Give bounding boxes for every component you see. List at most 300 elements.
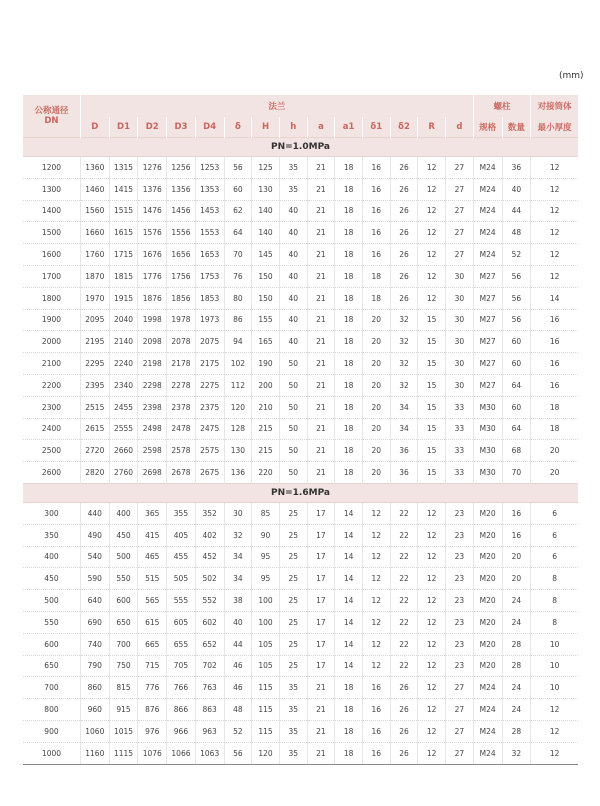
table-cell: 155: [252, 309, 280, 331]
table-cell: 1476: [138, 200, 167, 222]
table-cell: 12: [418, 655, 446, 677]
table-cell: 12: [531, 178, 578, 200]
table-cell: 1076: [138, 742, 167, 764]
table-cell: 866: [167, 699, 196, 721]
table-cell: 26: [390, 178, 418, 200]
table-cell: 12: [418, 720, 446, 742]
table-cell: 12: [418, 677, 446, 699]
table-cell: 16: [531, 309, 578, 331]
dn-cell: 1000: [23, 742, 80, 764]
table-row: [23, 440, 578, 462]
table-cell: 20: [362, 396, 390, 418]
table-cell: 20: [502, 546, 531, 568]
table-cell: 12: [418, 546, 446, 568]
table-cell: 18: [335, 440, 363, 462]
table-cell: 46: [224, 677, 252, 699]
table-cell: 16: [531, 353, 578, 375]
table-cell: 25: [279, 568, 307, 590]
table-cell: 12: [418, 287, 446, 309]
table-cell: 50: [279, 374, 307, 396]
flange-spec-table: [23, 95, 578, 765]
table-cell: 33: [446, 396, 474, 418]
table-cell: 30: [446, 374, 474, 396]
table-cell: 70: [224, 244, 252, 266]
table-cell: 16: [531, 331, 578, 353]
table-cell: 35: [279, 699, 307, 721]
table-cell: 405: [167, 524, 196, 546]
table-cell: 12: [418, 611, 446, 633]
table-cell: 402: [195, 524, 224, 546]
table-cell: 550: [109, 568, 138, 590]
table-cell: 18: [335, 265, 363, 287]
table-cell: 2575: [195, 440, 224, 462]
table-cell: 26: [390, 200, 418, 222]
table-cell: 80: [224, 287, 252, 309]
table-cell: 18: [335, 720, 363, 742]
table-cell: 860: [80, 677, 109, 699]
table-cell: 44: [224, 633, 252, 655]
table-cell: 1315: [109, 157, 138, 179]
table-cell: 25: [279, 590, 307, 612]
table-cell: 2195: [80, 331, 109, 353]
table-cell: 12: [362, 633, 390, 655]
table-cell: 130: [252, 178, 280, 200]
table-cell: 28: [502, 633, 531, 655]
dn-cell: 600: [23, 633, 80, 655]
table-row: [23, 157, 578, 179]
table-cell: 1415: [109, 178, 138, 200]
table-row: [23, 178, 578, 200]
table-cell: 1060: [80, 720, 109, 742]
table-cell: 210: [252, 396, 280, 418]
table-cell: 2078: [167, 331, 196, 353]
table-row: [23, 418, 578, 440]
table-cell: 1915: [109, 287, 138, 309]
table-cell: 21: [307, 742, 335, 764]
table-cell: 18: [362, 265, 390, 287]
table-cell: 1360: [80, 157, 109, 179]
table-cell: 10: [531, 677, 578, 699]
table-cell: 60: [502, 353, 531, 375]
table-body: [23, 138, 578, 765]
section-title: PN=1.0MPa: [23, 138, 578, 157]
table-cell: 32: [224, 524, 252, 546]
table-cell: 27: [446, 222, 474, 244]
column-header: D2: [138, 117, 167, 138]
table-row: [23, 546, 578, 568]
table-cell: 6: [531, 502, 578, 524]
table-cell: 20: [362, 331, 390, 353]
table-cell: M20: [473, 611, 502, 633]
table-cell: 50: [279, 418, 307, 440]
table-cell: 40: [502, 178, 531, 200]
table-cell: 14: [335, 611, 363, 633]
table-cell: 50: [279, 440, 307, 462]
table-cell: 22: [390, 590, 418, 612]
table-cell: 352: [195, 502, 224, 524]
table-cell: 22: [390, 611, 418, 633]
table-cell: 790: [80, 655, 109, 677]
table-cell: 18: [335, 287, 363, 309]
column-header: d: [446, 117, 474, 138]
table-cell: 12: [418, 742, 446, 764]
table-cell: 16: [502, 524, 531, 546]
table-cell: 355: [167, 502, 196, 524]
table-cell: 1353: [195, 178, 224, 200]
table-cell: 1676: [138, 244, 167, 266]
table-cell: M27: [473, 265, 502, 287]
table-row: [23, 633, 578, 655]
table-cell: 14: [335, 633, 363, 655]
table-cell: 32: [390, 309, 418, 331]
table-cell: 23: [446, 590, 474, 612]
table-cell: 60: [502, 396, 531, 418]
table-cell: 1160: [80, 742, 109, 764]
table-cell: 2598: [138, 440, 167, 462]
table-cell: 22: [390, 546, 418, 568]
table-cell: 2455: [109, 396, 138, 418]
table-cell: 33: [446, 462, 474, 484]
table-cell: 1015: [109, 720, 138, 742]
table-cell: 25: [279, 633, 307, 655]
table-cell: 815: [109, 677, 138, 699]
dn-header-cn: 公称通径: [34, 106, 69, 116]
dn-cell: 1500: [23, 222, 80, 244]
dn-cell: 350: [23, 524, 80, 546]
table-cell: 12: [531, 265, 578, 287]
table-row: [23, 374, 578, 396]
table-cell: 1853: [195, 287, 224, 309]
dn-cell: 500: [23, 590, 80, 612]
table-row: [23, 742, 578, 764]
table-cell: 12: [531, 157, 578, 179]
table-cell: 1760: [80, 244, 109, 266]
table-cell: 64: [502, 374, 531, 396]
dn-cell: 800: [23, 699, 80, 721]
table-cell: 130: [224, 440, 252, 462]
table-cell: 876: [138, 699, 167, 721]
dn-cell: 2600: [23, 462, 80, 484]
bolt-group-header: 螺柱: [473, 95, 530, 117]
table-cell: 35: [279, 742, 307, 764]
table-cell: 85: [252, 502, 280, 524]
table-cell: 20: [362, 462, 390, 484]
table-cell: 21: [307, 440, 335, 462]
column-header: D: [80, 117, 109, 138]
table-cell: 12: [418, 568, 446, 590]
table-cell: 18: [335, 309, 363, 331]
table-cell: 27: [446, 742, 474, 764]
table-cell: 1970: [80, 287, 109, 309]
table-cell: 600: [109, 590, 138, 612]
table-cell: 1556: [167, 222, 196, 244]
table-cell: 102: [224, 353, 252, 375]
table-cell: 16: [362, 200, 390, 222]
table-cell: 21: [307, 157, 335, 179]
table-cell: 18: [335, 699, 363, 721]
table-cell: 64: [224, 222, 252, 244]
table-cell: 24: [502, 677, 531, 699]
table-cell: 12: [418, 200, 446, 222]
table-cell: 20: [362, 309, 390, 331]
table-cell: 15: [418, 462, 446, 484]
table-cell: 960: [80, 699, 109, 721]
table-cell: 1063: [195, 742, 224, 764]
table-cell: 12: [362, 590, 390, 612]
table-row: [23, 287, 578, 309]
dn-header-en: DN: [44, 116, 59, 126]
table-cell: 18: [335, 331, 363, 353]
table-cell: 33: [446, 418, 474, 440]
table-cell: 1456: [167, 200, 196, 222]
table-cell: 21: [307, 418, 335, 440]
table-cell: 95: [252, 568, 280, 590]
table-row: [23, 699, 578, 721]
section-header-row: [23, 483, 578, 502]
table-cell: 12: [531, 244, 578, 266]
table-cell: 2278: [167, 374, 196, 396]
table-cell: 490: [80, 524, 109, 546]
table-cell: 500: [109, 546, 138, 568]
table-cell: 56: [224, 742, 252, 764]
table-cell: 220: [252, 462, 280, 484]
table-cell: 40: [279, 200, 307, 222]
table-row: [23, 462, 578, 484]
table-cell: 50: [279, 462, 307, 484]
table-cell: 12: [362, 502, 390, 524]
table-cell: 18: [335, 200, 363, 222]
table-cell: 1653: [195, 244, 224, 266]
table-cell: 2175: [195, 353, 224, 375]
dn-cell: 2000: [23, 331, 80, 353]
table-cell: 12: [362, 655, 390, 677]
table-cell: 22: [390, 524, 418, 546]
table-cell: 16: [362, 742, 390, 764]
table-cell: M30: [473, 440, 502, 462]
table-cell: 16: [362, 720, 390, 742]
table-cell: 27: [446, 677, 474, 699]
table-cell: 140: [252, 200, 280, 222]
column-header: a1: [335, 117, 363, 138]
dn-cell: 1600: [23, 244, 80, 266]
table-cell: 16: [362, 677, 390, 699]
table-cell: 17: [307, 568, 335, 590]
table-cell: 2378: [167, 396, 196, 418]
table-cell: 18: [531, 396, 578, 418]
column-header: δ1: [362, 117, 390, 138]
column-header: a: [307, 117, 335, 138]
dn-cell: 700: [23, 677, 80, 699]
table-cell: 48: [502, 222, 531, 244]
table-cell: 26: [390, 287, 418, 309]
table-cell: 36: [502, 157, 531, 179]
table-cell: 2040: [109, 309, 138, 331]
table-cell: 35: [279, 157, 307, 179]
table-cell: 86: [224, 309, 252, 331]
table-cell: 18: [531, 418, 578, 440]
dn-cell: 1200: [23, 157, 80, 179]
table-cell: M24: [473, 244, 502, 266]
table-cell: 140: [252, 222, 280, 244]
table-cell: 21: [307, 396, 335, 418]
table-cell: 1715: [109, 244, 138, 266]
table-cell: 640: [80, 590, 109, 612]
table-cell: 25: [279, 502, 307, 524]
table-cell: M27: [473, 374, 502, 396]
dn-cell: 550: [23, 611, 80, 633]
table-cell: 1660: [80, 222, 109, 244]
table-cell: 1376: [138, 178, 167, 200]
table-cell: 20: [362, 353, 390, 375]
table-cell: 38: [224, 590, 252, 612]
table-cell: 1978: [167, 309, 196, 331]
table-cell: M27: [473, 309, 502, 331]
table-cell: 12: [418, 590, 446, 612]
table-cell: 28: [502, 655, 531, 677]
table-cell: 763: [195, 677, 224, 699]
table-cell: 2760: [109, 462, 138, 484]
section-title: PN=1.6MPa: [23, 483, 578, 502]
table-cell: 100: [252, 611, 280, 633]
table-cell: 2578: [167, 440, 196, 462]
table-cell: 18: [335, 222, 363, 244]
table-cell: 2295: [80, 353, 109, 375]
table-cell: 115: [252, 720, 280, 742]
table-cell: 23: [446, 524, 474, 546]
table-cell: 26: [390, 222, 418, 244]
table-cell: M20: [473, 568, 502, 590]
column-header: 规格: [473, 117, 502, 138]
table-cell: 14: [335, 568, 363, 590]
table-cell: 2140: [109, 331, 138, 353]
table-cell: 52: [224, 720, 252, 742]
table-cell: 40: [279, 287, 307, 309]
table-cell: 2675: [195, 462, 224, 484]
table-cell: 20: [362, 440, 390, 462]
table-cell: 776: [138, 677, 167, 699]
table-cell: 23: [446, 633, 474, 655]
table-cell: 17: [307, 524, 335, 546]
table-cell: 94: [224, 331, 252, 353]
table-cell: 1776: [138, 265, 167, 287]
table-cell: 2240: [109, 353, 138, 375]
table-cell: 12: [531, 720, 578, 742]
table-cell: 145: [252, 244, 280, 266]
table-cell: 1560: [80, 200, 109, 222]
table-row: [23, 655, 578, 677]
table-cell: 34: [224, 546, 252, 568]
table-cell: 60: [502, 331, 531, 353]
table-cell: 105: [252, 633, 280, 655]
table-cell: 552: [195, 590, 224, 612]
table-cell: 2515: [80, 396, 109, 418]
table-cell: 21: [307, 462, 335, 484]
table-cell: 1276: [138, 157, 167, 179]
table-row: [23, 222, 578, 244]
table-cell: 2478: [167, 418, 196, 440]
table-row: [23, 677, 578, 699]
table-cell: 2720: [80, 440, 109, 462]
dn-cell: 2100: [23, 353, 80, 375]
table-cell: 21: [307, 309, 335, 331]
table-cell: M30: [473, 462, 502, 484]
table-cell: 515: [138, 568, 167, 590]
table-cell: 2820: [80, 462, 109, 484]
table-cell: 26: [390, 720, 418, 742]
table-cell: 128: [224, 418, 252, 440]
table-cell: 21: [307, 677, 335, 699]
table-row: [23, 200, 578, 222]
table-cell: 64: [502, 418, 531, 440]
table-cell: 705: [167, 655, 196, 677]
table-cell: 18: [335, 178, 363, 200]
table-cell: 24: [502, 611, 531, 633]
dn-cell: 300: [23, 502, 80, 524]
table-cell: 136: [224, 462, 252, 484]
table-cell: 40: [224, 611, 252, 633]
table-cell: 150: [252, 287, 280, 309]
table-cell: 125: [252, 157, 280, 179]
table-cell: 25: [279, 611, 307, 633]
table-cell: 52: [502, 244, 531, 266]
table-cell: 50: [279, 396, 307, 418]
table-cell: 76: [224, 265, 252, 287]
table-cell: 100: [252, 590, 280, 612]
dn-cell: 650: [23, 655, 80, 677]
table-cell: 450: [109, 524, 138, 546]
table-cell: 963: [195, 720, 224, 742]
flange-group-header: 法兰: [80, 95, 473, 117]
table-cell: 16: [362, 222, 390, 244]
table-cell: 21: [307, 222, 335, 244]
table-cell: 700: [109, 633, 138, 655]
table-cell: 1453: [195, 200, 224, 222]
table-cell: 32: [502, 742, 531, 764]
table-cell: M24: [473, 699, 502, 721]
table-cell: 12: [531, 200, 578, 222]
table-cell: 30: [446, 353, 474, 375]
table-cell: 2095: [80, 309, 109, 331]
table-cell: 12: [418, 244, 446, 266]
table-cell: 2698: [138, 462, 167, 484]
table-cell: 12: [418, 633, 446, 655]
table-cell: M20: [473, 590, 502, 612]
dn-cell: 1300: [23, 178, 80, 200]
dn-cell: 1400: [23, 200, 80, 222]
table-cell: 2375: [195, 396, 224, 418]
table-cell: 15: [418, 374, 446, 396]
table-cell: 20: [362, 418, 390, 440]
table-cell: 415: [138, 524, 167, 546]
table-row: [23, 265, 578, 287]
table-cell: 455: [167, 546, 196, 568]
table-cell: 690: [80, 611, 109, 633]
table-cell: 12: [418, 178, 446, 200]
table-cell: 15: [418, 309, 446, 331]
table-cell: 34: [390, 396, 418, 418]
table-cell: 26: [390, 244, 418, 266]
table-cell: 21: [307, 178, 335, 200]
table-cell: 655: [167, 633, 196, 655]
table-cell: M20: [473, 502, 502, 524]
table-cell: M20: [473, 655, 502, 677]
table-cell: 27: [446, 200, 474, 222]
table-cell: 24: [502, 699, 531, 721]
table-cell: 34: [390, 418, 418, 440]
column-header: D4: [195, 117, 224, 138]
table-cell: 23: [446, 546, 474, 568]
table-row: [23, 244, 578, 266]
